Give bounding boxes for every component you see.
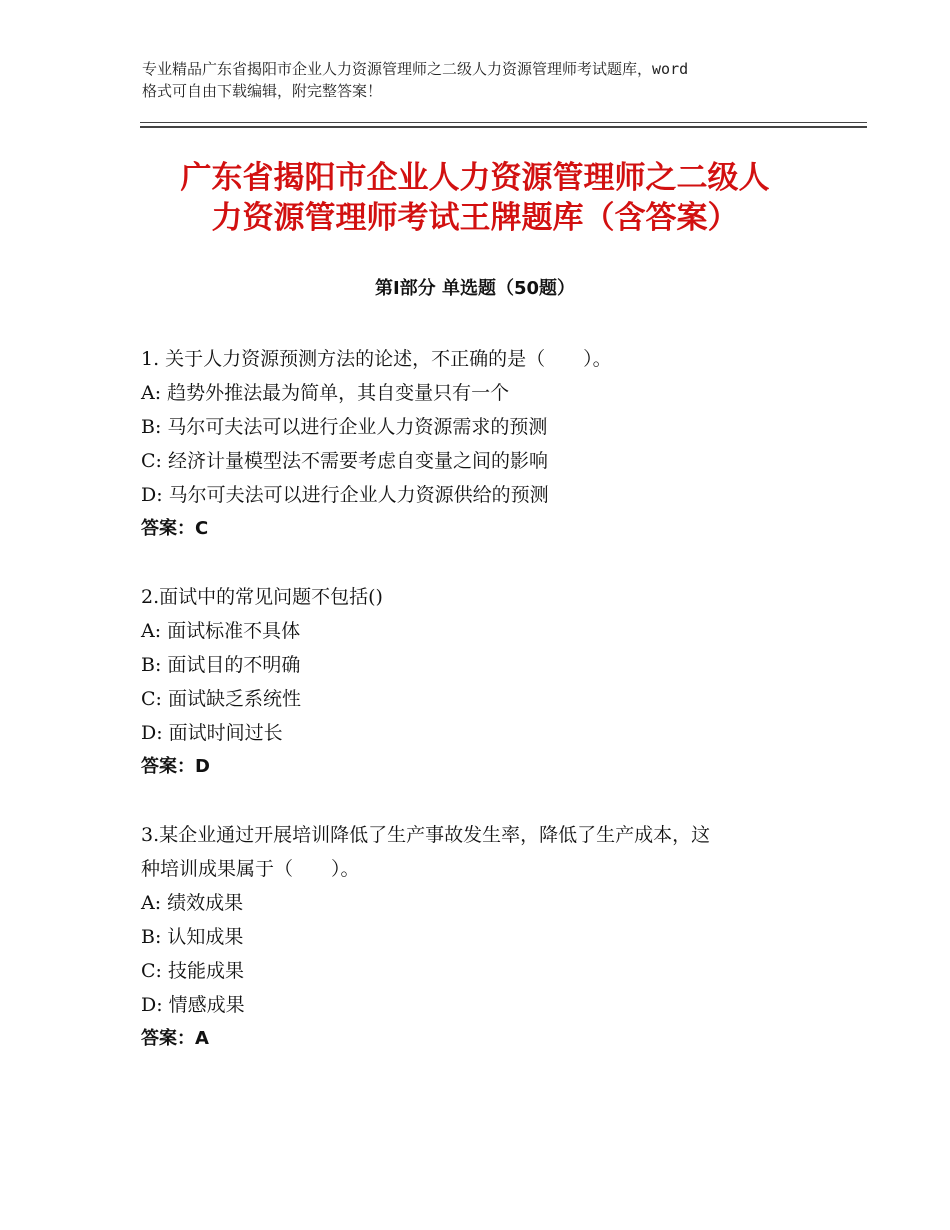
option-a: A: 面试标准不具体 xyxy=(141,620,301,642)
header-divider-thick xyxy=(140,126,867,128)
option-a: A: 绩效成果 xyxy=(141,892,244,914)
header-divider-thin xyxy=(140,122,867,123)
answer: 答案：D xyxy=(141,756,210,777)
option-c: C: 面试缺乏系统性 xyxy=(141,688,301,710)
option-d: D: 马尔可夫法可以进行企业人力资源供给的预测 xyxy=(141,484,549,506)
option-c: C: 经济计量模型法不需要考虑自变量之间的影响 xyxy=(141,450,548,472)
option-b: B: 认知成果 xyxy=(141,926,244,948)
question-2 xyxy=(141,580,811,784)
section-title: 第Ⅰ部分 单选题（50题） xyxy=(374,278,575,299)
document-title xyxy=(0,158,950,238)
question-stem-line-1: 3.某企业通过开展培训降低了生产事故发生率，降低了生产成本，这 xyxy=(141,824,711,846)
answer: 答案：C xyxy=(141,518,209,539)
question-stem: 2.面试中的常见问题不包括() xyxy=(141,586,383,608)
document-title-line-2: 力资源管理师考试王牌题库（含答案） xyxy=(211,200,739,236)
header-note-line-2: 格式可自由下载编辑，附完整答案！ xyxy=(142,82,383,100)
document-title-line-1: 广东省揭阳市企业人力资源管理师之二级人 xyxy=(180,160,770,196)
option-a: A: 趋势外推法最为简单，其自变量只有一个 xyxy=(141,382,510,404)
option-b: B: 马尔可夫法可以进行企业人力资源需求的预测 xyxy=(141,416,548,438)
question-list xyxy=(141,342,811,1090)
header-note xyxy=(142,58,822,102)
question-stem-line-2: 种培训成果属于（ ）。 xyxy=(141,858,360,880)
question-3 xyxy=(141,818,811,1056)
option-c: C: 技能成果 xyxy=(141,960,244,982)
option-d: D: 情感成果 xyxy=(141,994,245,1016)
question-stem: 1. 关于人力资源预测方法的论述，不正确的是（ ）。 xyxy=(141,348,612,370)
header-note-line-1: 专业精品广东省揭阳市企业人力资源管理师之二级人力资源管理师考试题库，word xyxy=(142,60,689,78)
option-b: B: 面试目的不明确 xyxy=(141,654,301,676)
answer: 答案：A xyxy=(141,1028,209,1049)
question-1 xyxy=(141,342,811,546)
option-d: D: 面试时间过长 xyxy=(141,722,283,744)
